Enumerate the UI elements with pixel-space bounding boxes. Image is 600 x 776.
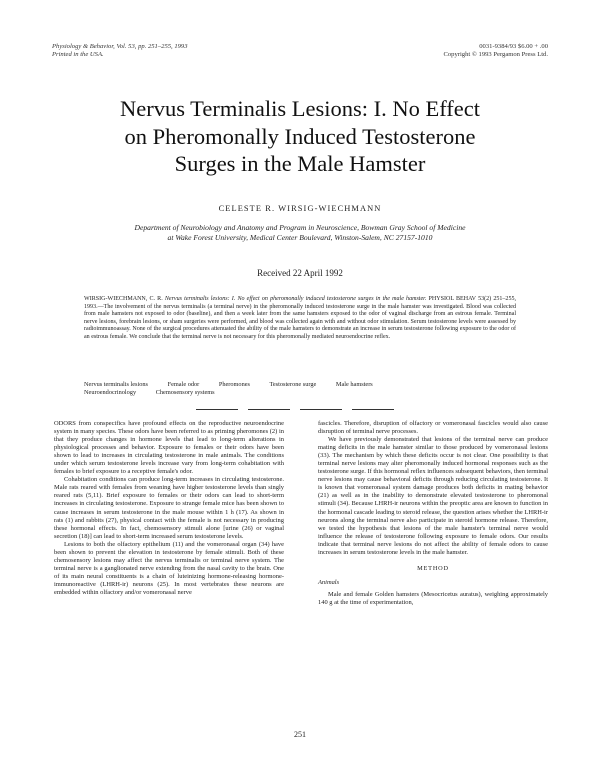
abstract-citation-title: Nervus terminalis lesions: I. No effect on pheromonally induced testosterone surges in the male hamster.	[164, 296, 427, 302]
journal-header	[52, 43, 188, 59]
keyword: Nervus terminalis lesions	[84, 381, 149, 388]
body-paragraph: fascicles. Therefore, disruption of olfactory or vomeronasal fascicles would also cause disruption of terminal nerve processes.	[318, 420, 548, 436]
received-date: Received 22 April 1992	[257, 268, 343, 278]
abstract-body: —The involvement of the nervus terminalis (a terminal nerve) in the pheromonally induced testosterone surge in the male hamster was investigated. Blood was collected from male hamsters not exposed to odor (baseline), and then a week later from the same hamsters exposed to the odor of vaginal discharge from an estrous female. Terminal nerve lesions, forebrain lesions, or sham surgeries were performed, and blood was collected again with and without odor stimulation. Serum testosterone levels were assessed by radioimmunoassay. None of the surgical procedures attenuated the ability of the male hamsters to demonstrate an increase in serum testosterone following exposure to the odor of an estrous female. We conclude that the terminal nerve is not necessary for this pheromonally mediated neuroendocrine reflex.	[84, 303, 516, 340]
title-line: Nervus Terminalis Lesions: I. No Effect	[119, 96, 480, 121]
keyword: Chemosensory systems	[155, 389, 215, 396]
keyword: Male hamsters	[335, 381, 373, 388]
keyword: Pheromones	[218, 381, 250, 388]
keyword: Neuroendocrinology	[84, 389, 137, 396]
copyright: Copyright © 1993 Pergamon Press Ltd.	[443, 51, 548, 58]
animals-subheading: Animals	[318, 578, 340, 586]
separator-rule	[352, 409, 394, 410]
keyword: Testosterone surge	[269, 381, 317, 388]
body-paragraph: ODORS from conspecifics have profound effects on the reproductive neuroendocrine system in many species. These odors have been referred to as priming pheromones (2) in that they produce changes in hormone levels that lead to long-term alterations in physiological processes and behavior. Exposure to females or their odors have been shown to lead to increases in circulating testosterone in male animals. The conditions under which serum testosterone levels increase vary from long-term cohabitation with females to brief exposure to a receptive female's odor.	[54, 420, 284, 476]
keyword: Female odor	[167, 381, 200, 388]
abstract-citation-author: WIRSIG-WIECHMANN, C. R.	[84, 296, 163, 302]
body-paragraph: Cohabitation conditions can produce long-term increases in circulating testosterone. Male rats reared with females from weaning have higher testosterone levels than singly reared rats (5,11). Brief exposure to females or their odors can lead to short-term increases in circulating testosterone. Exposure to strange female mice has been shown to cause increases in serum testosterone in the male mouse within 1 h (17). As shown in rats (1) and rabbits (27), physical contact with the female is not necessary in producing these hormonal effects. In fact, chemosensory stimuli alone [urine (26) or vaginal secretion (18)] can lead to short-term increased serum testosterone levels.	[54, 476, 284, 540]
title-line: on Pheromonally Induced Testosterone	[124, 123, 476, 149]
journal-citation: Physiology & Behavior, Vol. 53, pp. 251–255, 1993	[52, 43, 188, 50]
copyright-header	[443, 43, 548, 59]
affiliation-line: at Wake Forest University, Medical Center Boulevard, Winston-Salem, NC 27157-1010	[167, 233, 433, 242]
title-line: Surges in the Male Hamster	[174, 151, 426, 176]
issn: 0031-9384/93 $6.00 + .00	[479, 43, 548, 50]
abstract	[84, 296, 516, 342]
author-affiliation	[60, 223, 540, 243]
body-paragraph: We have previously demonstrated that lesions of the terminal nerve can produce mating deficits in the male hamster similar to those produced by vomeronasal lesions (33). The mechanism by which these deficits occur is not clear. One possibility is that terminal nerve lesions may alter pheromonally induced hormonal responses such as the testosterone surge. If this hormonal reflex influences subsequent behaviors, then terminal nerve lesions may cause behavioral deficits through reducing circulating testosterone. It is known that vomeronasal system damage produces both deficits in mating behavior (21) as well as in the inability to demonstrate elevated testosterone to pheromonal stimuli (34). Because LHRH-ir neurons within the preoptic area are known to function in the hormonal cascade leading to steroid release, the question arises whether the LHRH-ir neurons along the terminal nerve also participate in steroid hormone release. Therefore, we tested the hypothesis that lesions of the male hamster's terminal nerve would influence the release of testosterone following exposure to female odors. Our results indicate that terminal nerve lesions do not affect the ability of female odors to cause increases in serum testosterone levels in the male hamster.	[318, 436, 548, 556]
author-name: CELESTE R. WIRSIG-WIECHMANN	[218, 204, 382, 213]
affiliation-line: Department of Neurobiology and Anatomy and Program in Neuroscience, Bowman Gray School of Medicine	[134, 223, 466, 232]
abstract-citation-source: PHYSIOL BEHAV 53(2) 251–255, 1993.	[84, 296, 516, 310]
separator-rule	[300, 409, 342, 410]
paper-title	[60, 95, 540, 178]
keywords	[84, 381, 516, 397]
page-number: 251	[294, 730, 306, 739]
left-column	[54, 420, 284, 597]
printed-in: Printed in the USA.	[52, 51, 104, 58]
body-paragraph: Lesions to both the olfactory epithelium (11) and the vomeronasal organ (34) have been shown to prevent the elevation in testosterone by female stimuli. Both of these chemosensory lesions may affect the nervus terminalis or terminal nerve system. The terminal nerve is a ganglionated nerve extending from the nasal cavity to the brain. One of its main neural constituents is a chain of luteinizing hormone-releasing hormone-immunoreactive (LHRH-ir) neurons (25). In most vertebrates these neurons are embedded within olfactory and/or vomeronasal nerve	[54, 540, 284, 596]
separator-rule	[248, 409, 290, 410]
right-column	[318, 420, 548, 607]
body-paragraph: Male and female Golden hamsters (Mesocricetus auratus), weighing approximately 140 g at the time of experimentation,	[318, 590, 548, 606]
separator-rule	[196, 409, 238, 410]
method-heading: METHOD	[417, 564, 449, 572]
